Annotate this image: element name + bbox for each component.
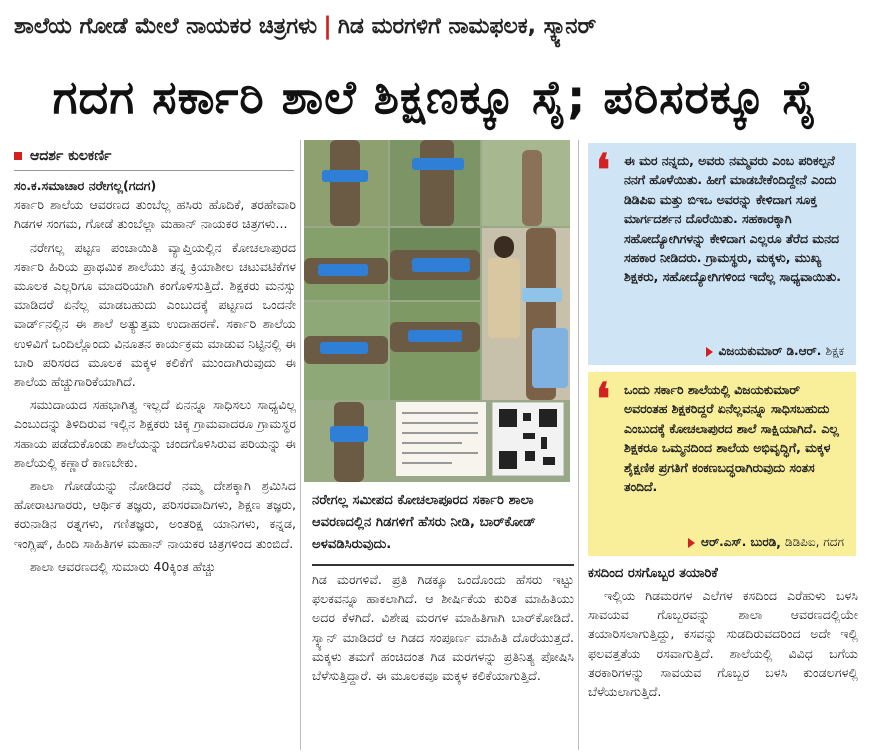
kicker	[0, 0, 870, 52]
byline-divider	[14, 170, 294, 171]
column-divider	[300, 140, 301, 750]
byline	[14, 146, 111, 166]
article-paragraph: ನರೇಗಲ್ಲ ಪಟ್ಟಣ ಪಂಚಾಯಿತಿ ವ್ಯಾಪ್ತಿಯಲ್ಲಿನ ಕೋಚಲಾಪುರದ ಸರ್ಕಾರಿ ಹಿರಿಯ ಪ್ರಾಥಮಿಕ ಶಾಲೆಯು ತನ್ನ ಕ್ರಿಯಾಶೀಲ ಚಟುವಟಿಕೆಗಳ ಮೂಲಕ ಎಲ್ಲರಿಗೂ ಮಾದರಿಯಾಗಿ ಕಂಗೊಳಿಸುತ್ತಿದೆ. ಶಿಕ್ಷಕರು ಮನಸ್ಸು ಮಾಡಿದರೆ ಏನೆಲ್ಲ ಮಾಡಬಹುದು ಎಂಬುದಕ್ಕೆ ಪಟ್ಟಣದ ಒಂದನೇ ವಾರ್ಡ್‌ನಲ್ಲಿನ ಈ ಶಾಲೆ ಅತ್ಯುತ್ತಮ ಉದಾಹರಣೆ. ಸರ್ಕಾರಿ ಶಾಲೆಯ ಉಳಿವಿಗೆ ಒಂದಿಲ್ಲೊಂದು ವಿನೂತನ ಕಾರ್ಯಕ್ರಮ ಮಾಡುವ ನಿಟ್ಟಿನಲ್ಲಿ ಈ ಬಾರಿ ಪರಿಸರದ ಮೂಲಕ ಮಕ್ಕಳ ಕಲಿಕೆಗೆ ಮುಂದಾಗಿರುವುದು ಈ ಶಾಲೆಯ ಹೆಚ್ಚುಗಾರಿಕೆಯಾಗಿದೆ.	[14, 239, 296, 390]
photo-tile	[304, 402, 394, 482]
article-paragraph: ಶಾಲಾ ಆವರಣದಲ್ಲಿ ಸುಮಾರು 40ಕ್ಕಿಂತ ಹೆಚ್ಚು	[30, 558, 216, 574]
section-subhead: ಕಸದಿಂದ ರಸಗೊಬ್ಬರ ತಯಾರಿಕೆ	[588, 566, 718, 581]
quote-attribution: ಆರ್.ಎಸ್. ಬುರಡಿ , ಡಿಡಿಪಿಐ, ಗದಗ	[688, 535, 844, 550]
photo-tile	[482, 140, 570, 226]
article-paragraph: ಸಮುದಾಯದ ಸಹಭಾಗಿತ್ವ ಇಲ್ಲದೆ ಏನನ್ನೂ ಸಾಧಿಸಲು ಸಾಧ್ಯವಿಲ್ಲ ಎಂಬುದನ್ನು ತಿಳಿದಿರುವ ಇಲ್ಲಿನ ಶಿಕ್ಷಕರು ಚಿಕ್ಕ ಗ್ರಾಮವಾದರೂ ಗ್ರಾಮಸ್ಥರ ಸಹಾಯ ಪಡೆದುಕೊಂಡು ಶಾಲೆಯನ್ನು ಚಂದಗೊಳಿಸಿರುವ ಪರಿಯನ್ನು ಈ ಶಾಲೆಯಲ್ಲಿ ಕಣ್ಣಾರೆ ಕಾಣಬೇಕು.	[14, 397, 296, 470]
photo-tile	[390, 228, 480, 300]
quote-author-role: ಡಿಡಿಪಿಐ, ಗದಗ	[785, 535, 844, 549]
kicker-separator: |	[323, 12, 332, 40]
left-quote-icon: ❛	[596, 374, 611, 425]
triangle-pointer-icon	[688, 538, 695, 548]
dateline: ಸಂ.ಕ.ಸಮಾಚಾರ ನರೇಗಲ್ಲ(ಗದಗ)	[14, 178, 157, 193]
square-bullet-icon	[14, 152, 22, 160]
quote-author: ಆರ್.ಎಸ್. ಬುರಡಿ	[701, 535, 777, 549]
quote-box-ddpi	[588, 372, 856, 556]
photo-tile	[390, 302, 480, 400]
quote-author-role: ಶಿಕ್ಷಕ	[825, 344, 844, 358]
article-paragraph: ಶಾಲಾ ಗೋಡೆಯನ್ನು ನೋಡಿದರೆ ನಮ್ಮ ದೇಶಕ್ಕಾಗಿ ಶ್ರಮಿಸಿದ ಹೋರಾಟಗಾರರು, ಆರ್ಥಿಕ ತಜ್ಞರು, ಪರಿಸರವಾದಿಗಳು, ಶಿಕ್ಷಣ ತಜ್ಞರು, ಕರುನಾಡಿನ ರತ್ನಗಳು, ಗಣಿತಜ್ಞರು, ಅಂತರಿಕ್ಷ ಯಾನಿಗಳು, ಕನ್ನಡ, ಇಂಗ್ಲಿಷ್, ಹಿಂದಿ ಸಾಹಿತಿಗಳ ಮಹಾನ್ ನಾಯಕರ ಚಿತ್ರಗಳಿಂದ ತುಂಬಿದೆ.	[14, 478, 296, 551]
byline-author: ಆದರ್ಶ ಕುಲಕರ್ಣಿ	[30, 148, 112, 164]
article-paragraph: ಇಲ್ಲಿಯ ಗಿಡಮರಗಳ ಎಲೆಗಳ ಕಸದಿಂದ ಎರೆಹುಳು ಬಳಸಿ ಸಾವಯವ ಗೊಬ್ಬರವನ್ನು ಶಾಲಾ ಆವರಣದಲ್ಲಿಯೇ ತಯಾರಿಸಲಾಗುತ್ತಿದ್ದು, ಕಸವನ್ನು ಸುಡದಿರುವದರಿಂದ ಅದೇ ಇಲ್ಲಿ ಫಲವತ್ತತೆಯ ರಸವಾಗುತ್ತಿದೆ. ಶಾಲೆಯಲ್ಲಿ ವಿವಿಧ ಬಗೆಯ ತರಕಾರಿಗಳನ್ನು ಸಾವಯವ ಗೊಬ್ಬರ ಬಳಸಿ ಕುಂಡಲಗಳಲ್ಲಿ ಬೆಳೆಯಲಾಗುತ್ತಿದೆ.	[588, 588, 858, 700]
kicker-right: ಗಿಡ ಮರಗಳಿಗೆ ನಾಮಫಲಕ, ಸ್ಕ್ಯಾನರ್	[337, 13, 597, 39]
quote-text: ಈ ಮರ ನನ್ನದು, ಅವರು ನಮ್ಮವರು ಎಂಬ ಪರಿಕಲ್ಪನೆ ನನಗೆ ಹೊಳೆಯಿತು. ಹೀಗೆ ಮಾಡಬೇಕೆಂದಿದ್ದೇನೆ ಎಂದು ಡಿಡಿಪಿಐ ಮತ್ತು ಬಿಇಒ ಅವರನ್ನು ಕೇಳಿದಾಗ ಸೂಕ್ತ ಮಾರ್ಗದರ್ಶನ ದೊರೆಯಿತು. ಸಹಕಾರಕ್ಕಾಗಿ ಸಹೋದ್ಯೋಗಿಗಳನ್ನು ಕೇಳಿದಾಗ ಎಲ್ಲರೂ ತೆರೆದ ಮನದ ಸಹಕಾರ ನೀಡಿದರು. ಗ್ರಾಮಸ್ಥರು, ಮಕ್ಕಳು, ಮುಖ್ಯ ಶಿಕ್ಷಕರು, ಸಹೋದ್ಯೋಗಿಗಳಿಂದ ಇದೆಲ್ಲ ಸಾಧ್ಯವಾಯಿತು.	[624, 153, 841, 285]
triangle-pointer-icon	[706, 347, 713, 357]
photo-tile	[304, 302, 388, 400]
photo-tile	[390, 140, 480, 226]
column-divider	[578, 140, 579, 750]
qr-code-icon	[492, 402, 564, 476]
photo-caption: ನರೇಗಲ್ಲ ಸಮೀಪದ ಕೋಚಲಾಪೂರದ ಸರ್ಕಾರಿ ಶಾಲಾ ಆವರಣದಲ್ಲಿನ ಗಿಡಗಳಿಗೆ ಹೆಸರು ನೀಡಿ, ಬಾರ್‌ಕೋಡ್ ಅಳವಡಿಸಿರುವುದು.	[312, 493, 536, 552]
quote-text: ಒಂದು ಸರ್ಕಾರಿ ಶಾಲೆಯಲ್ಲಿ ವಿಜಯಕುಮಾರ್ ಅವರಂತಹ ಶಿಕ್ಷಕರಿದ್ದರೆ ಏನೆಲ್ಲವನ್ನೂ ಸಾಧಿಸಬಹುದು ಎಂಬುದಕ್ಕೆ ಕೋಚಲಾಪುರದ ಶಾಲೆ ಸಾಕ್ಷಿಯಾಗಿದೆ. ಎಲ್ಲ ಶಿಕ್ಷಕರೂ ಒಮ್ಮನದಿಂದ ಶಾಲೆಯ ಅಭಿವೃದ್ಧಿಗೆ, ಮಕ್ಕಳ ಶೈಕ್ಷಣಿಕ ಪ್ರಗತಿಗೆ ಕಂಕಣಬದ್ಧರಾಗಿರುವುದು ಸಂತಸ ತಂದಿದೆ.	[624, 382, 839, 495]
news-photo-collage	[304, 140, 570, 482]
kicker-left: ಶಾಲೆಯ ಗೋಡೆ ಮೇಲೆ ನಾಯಕರ ಚಿತ್ರಗಳು	[14, 13, 318, 39]
article-column-1	[14, 176, 296, 580]
left-quote-icon: ❛	[596, 145, 611, 196]
quote-box-teacher	[588, 143, 856, 365]
article-paragraph: ಸರ್ಕಾರಿ ಶಾಲೆಯ ಆವರಣದ ತುಂಬೆಲ್ಲ ಹಸಿರು ಹೊದಿಕೆ, ತರಹೇವಾರಿ ಗಿಡಗಳ ಸಂಗಮ, ಗೋಡೆ ತುಂಬೆಲ್ಲಾ ಮಹಾನ್ ನಾಯಕರ ಚಿತ್ರಗಳು...	[14, 197, 296, 232]
photo-tile	[304, 228, 388, 300]
quote-author: ವಿಜಯಕುಮಾರ್ ಡಿ.ಆರ್.	[718, 344, 822, 358]
article-column-2: ಗಿಡ ಮರಗಳಿವೆ. ಪ್ರತಿ ಗಿಡಕ್ಕೂ ಒಂದೊಂದು ಹೆಸರು ಇಟ್ಟು ಫಲಕವನ್ನೂ ಹಾಕಲಾಗಿದೆ. ಆ ಶೀರ್ಷಿಕೆಯ ಕುರಿತ ಮಾಹಿತಿಯು ಅದರ ಕೆಳಗಿದೆ. ವಿಶೇಷ ಮರಗಳ ಮಾಹಿತಿಗಾಗಿ ಬಾರ್‌ಕೋಡಿದೆ. ಸ್ಕ್ಯಾನ್ ಮಾಡಿದರೆ ಆ ಗಿಡದ ಸಂಪೂರ್ಣ ಮಾಹಿತಿ ದೊರೆಯುತ್ತದೆ. ಮಕ್ಕಳು ತಮಗೆ ಹಂಚಿದಂತ ಗಿಡ ಮರಗಳನ್ನು ಪ್ರತಿನಿತ್ಯ ಪೋಷಿಸಿ ಬೆಳೆಸುತ್ತಿದ್ದಾರೆ. ಈ ಮೂಲಕವೂ ಮಕ್ಕಳ ಕಲಿಕೆಯಾಗುತ್ತಿದೆ.	[312, 572, 574, 684]
photo-tile	[304, 140, 388, 226]
article-column-3	[588, 586, 858, 701]
quote-attribution	[706, 344, 844, 359]
info-signboard	[396, 402, 486, 476]
headline: ಗದಗ ಸರ್ಕಾರಿ ಶಾಲೆ ಶಿಕ್ಷಣಕ್ಕೂ ಸೈ; ಪರಿಸರಕ್ಕೂ ಸೈ	[52, 70, 818, 124]
caption-divider	[312, 564, 574, 566]
photo-student	[482, 228, 570, 400]
